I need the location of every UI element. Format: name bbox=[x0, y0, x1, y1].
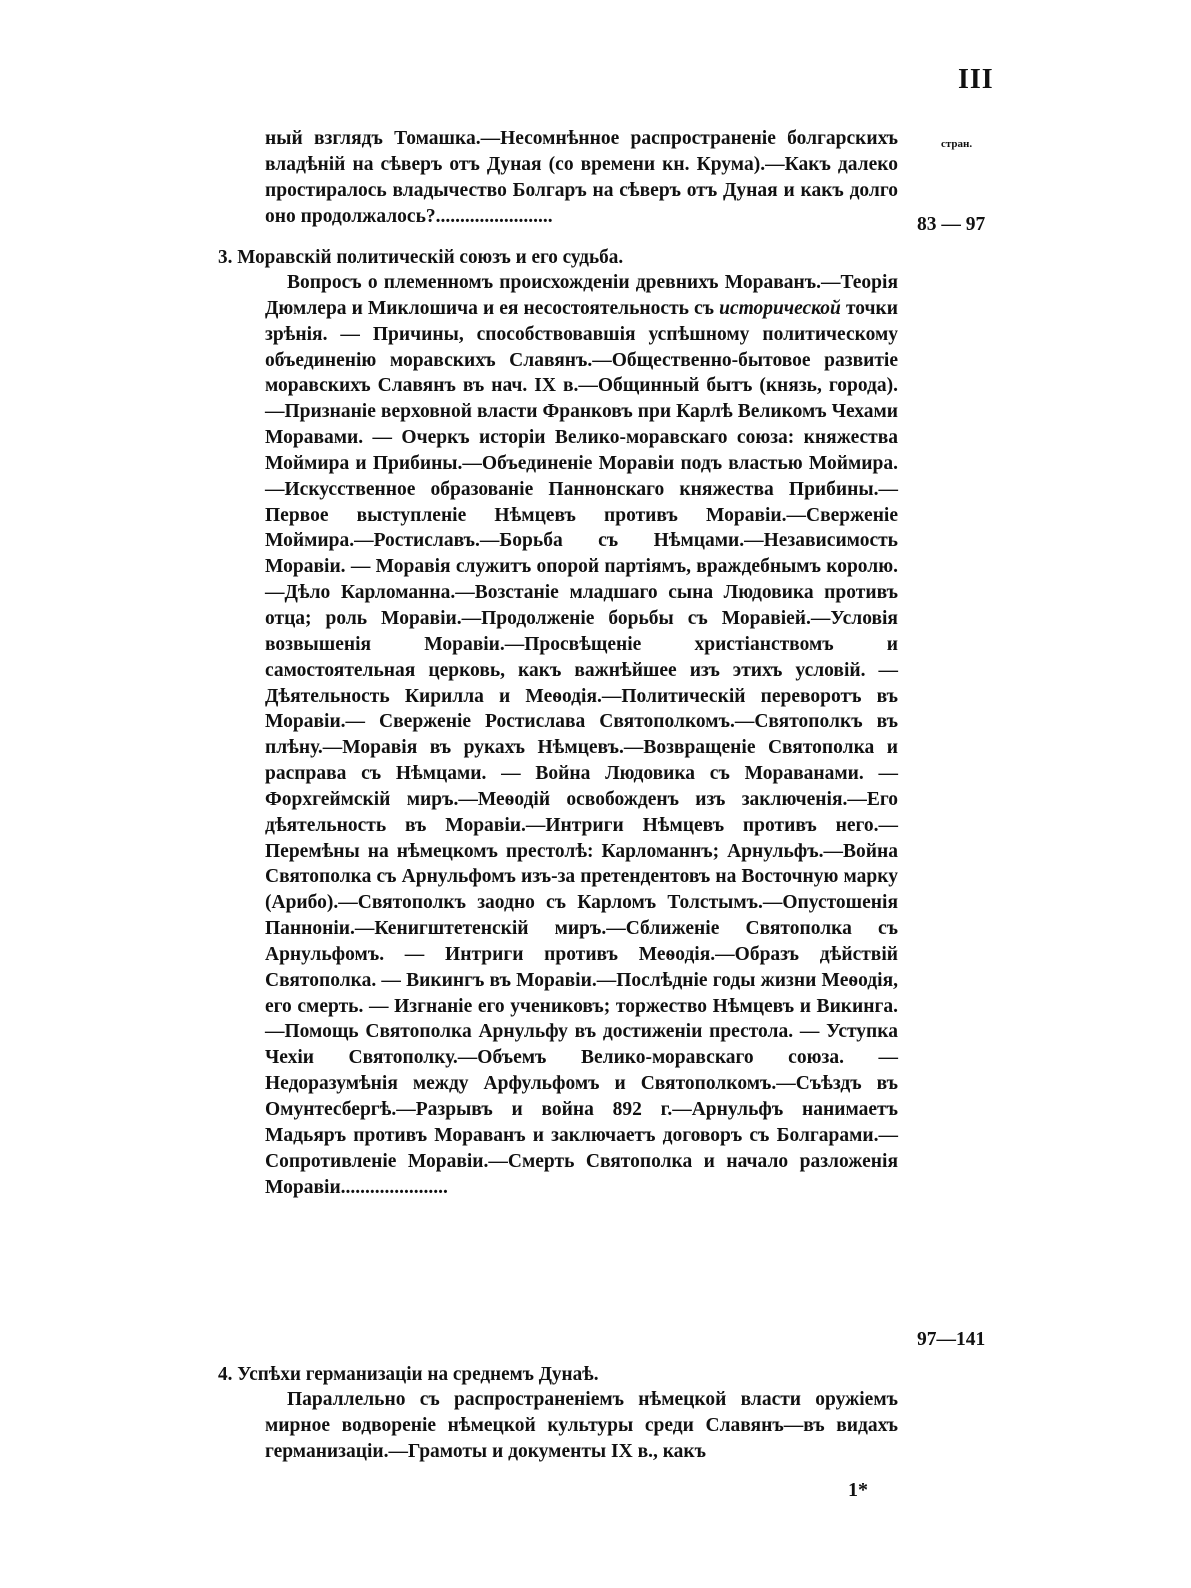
section-4-paragraph: Параллельно съ распространеніемъ нѣмецкой власти оружіемъ мирное водвореніе нѣмецкой культуры среди Славянъ—въ видахъ германизаціи.—Грамоты и документы IX в., какъ bbox=[265, 1389, 898, 1462]
section-3-text-part-2: точки зрѣнія. — Причины, способствовавшія успѣшному политическому объединенію моравскихъ Славянъ.—Общественно-бытовое развитіе моравскихъ Славянъ въ нач. IX в.—Общинный бытъ (князь, города).—Признаніе верховной власти Франковъ при Карлѣ Великомъ Чехами Моравами. — Очеркъ исторіи Велико-моравскаго союза: княжества Моймира и Прибины.—Объединеніе Моравіи подъ властью Моймира.—Искусственное образованіе Паннонскаго княжества Прибины.—Первое выступленіе Нѣмцевъ противъ Моравіи.—Сверженіе Моймира.—Ростиславъ.—Борьба съ Нѣмцами.—Независимость Моравіи. — Моравія служитъ опорой партіямъ, враждебнымъ королю.—Дѣло Карломанна.—Возстаніе младшаго сына Людовика противъ отца; роль Моравіи.—Продолженіе борьбы съ Моравіей.—Условія возвышенія Моравіи.—Просвѣщеніе христіанствомъ и самостоятельная церковь, какъ важнѣйшее изъ этихъ условій. — Дѣятельность Кирилла и Меѳодія.—Политическій переворотъ въ Моравіи.— Сверженіе Ростислава Святополкомъ.—Святополкъ въ плѣну.—Моравія въ рукахъ Нѣмцевъ.—Возвращеніе Святополка и расправа съ Нѣмцами. — Война Людовика съ Мораванами. — Форхгеймскій миръ.—Меѳодій освобожденъ изъ заключенія.—Его дѣятельность въ Моравіи.—Интриги Нѣмцевъ противъ него.—Перемѣны на нѣмецкомъ престолѣ: Карломаннъ; Арнульфъ.—Война Святополка съ Арнульфомъ изъ-за претендентовъ на Восточную марку (Арибо).—Святополкъ заодно съ Карломъ Толстымъ.—Опустошенія Панноніи.—Кенигштетенскій миръ.—Сближеніе Святополка съ Арнульфомъ. — Интриги противъ Меѳодія.—Образъ дѣйствій Святополка. — Викингъ въ Моравіи.—Послѣдніе годы жизни Меѳодія, его смерть. — Изгнаніе его учениковъ; торжество Нѣмцевъ и Викинга.—Помощь Святополка Арнульфу въ достиженіи престола. — Уступка Чехіи Святополку.—Объемъ Велико-моравскаго союза. — Недоразумѣнія между Арфульфомъ и Святополкомъ.—Съѣздъ въ Омунтесбергѣ.—Разрывъ и война 892 г.—Арнульфъ нанимаетъ Мадьяръ противъ Мораванъ и заключаетъ договоръ съ Болгарами.—Сопротивленіе Моравіи.—Смерть Святополка и начало разложенія Моравіи...................... bbox=[265, 297, 898, 1198]
section-3-italic-term: исторической bbox=[719, 297, 841, 319]
section-3-paragraph bbox=[265, 270, 898, 1200]
section-3-page-range: 97—141 bbox=[917, 1329, 986, 1350]
page-column-label: стран. bbox=[941, 138, 973, 150]
page-number: III bbox=[958, 64, 994, 95]
section-3-text-part-1: Вопросъ о племенномъ происхожденіи древнихъ Мораванъ.—Теорія Дюмлера и Миклошича и ея несостоятельность съ bbox=[265, 272, 898, 319]
signature-mark: 1* bbox=[848, 1479, 868, 1501]
continuation-paragraph: ный взглядъ Томашка.—Несомнѣнное распространеніе болгарскихъ владѣній на сѣверъ отъ Дуная (со времени кн. Крума).—Какъ далеко простиралось владычество Болгаръ на сѣверъ отъ Дуная и какъ долго оно продолжалось?........................ bbox=[265, 128, 898, 227]
section-3-heading: 3. Моравскій политическій союзъ и его судьба. bbox=[218, 246, 624, 268]
section-4-heading: 4. Успѣхи германизаціи на среднемъ Дунаѣ. bbox=[218, 1363, 599, 1385]
continuation-page-range: 83 — 97 bbox=[917, 214, 986, 235]
